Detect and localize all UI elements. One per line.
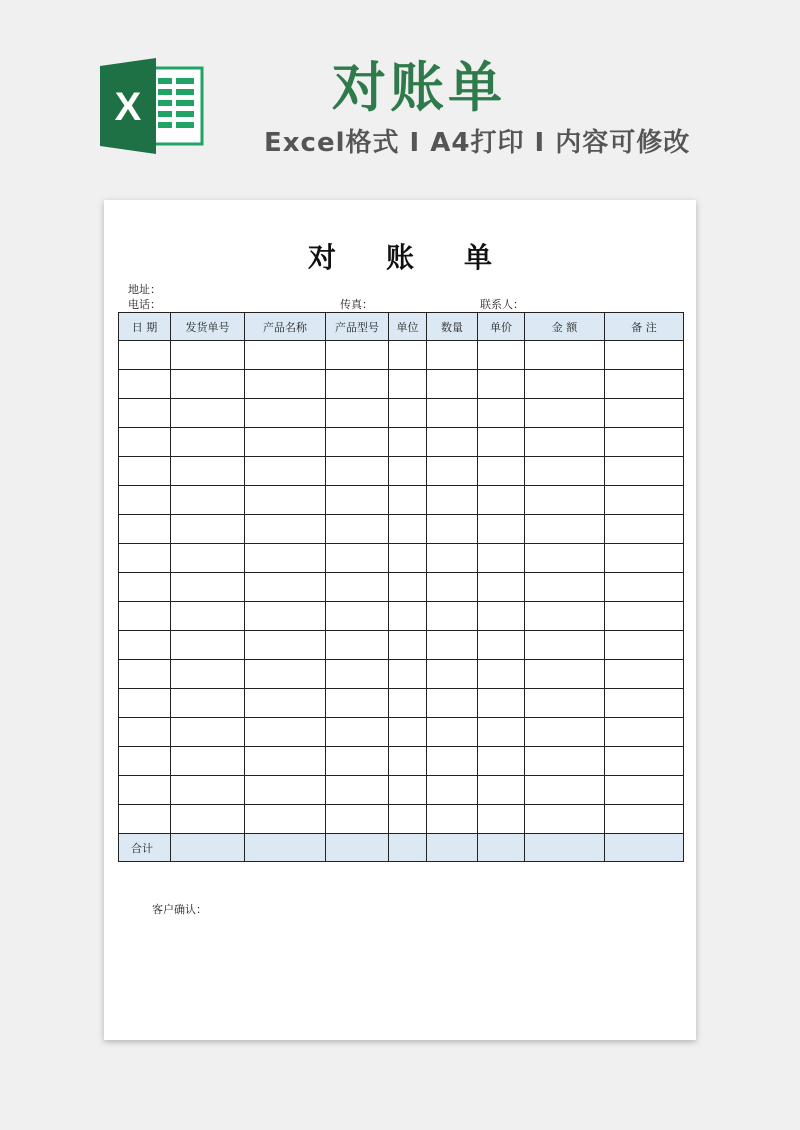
- table-cell[interactable]: [326, 660, 389, 689]
- table-cell[interactable]: [326, 399, 389, 428]
- table-cell[interactable]: [605, 573, 684, 602]
- table-cell[interactable]: [119, 544, 171, 573]
- table-row: [119, 428, 684, 457]
- table-cell[interactable]: [389, 341, 427, 370]
- table-body: [119, 341, 684, 834]
- table-cell[interactable]: [171, 631, 245, 660]
- table-cell[interactable]: [605, 631, 684, 660]
- table-cell[interactable]: [605, 689, 684, 718]
- table-cell[interactable]: [525, 370, 605, 399]
- table-cell[interactable]: [171, 486, 245, 515]
- table-cell[interactable]: [605, 747, 684, 776]
- table-cell[interactable]: [525, 573, 605, 602]
- table-cell[interactable]: [478, 660, 525, 689]
- table-cell[interactable]: [326, 573, 389, 602]
- table-cell[interactable]: [245, 457, 326, 486]
- table-row: [119, 602, 684, 631]
- table-cell[interactable]: [478, 457, 525, 486]
- table-cell[interactable]: [478, 544, 525, 573]
- table-cell[interactable]: [245, 747, 326, 776]
- table-row: [119, 718, 684, 747]
- header-date: 日 期: [119, 313, 171, 341]
- table-cell[interactable]: [605, 805, 684, 834]
- table-cell[interactable]: [171, 718, 245, 747]
- header-product-model: 产品型号: [326, 313, 389, 341]
- table-cell[interactable]: [326, 631, 389, 660]
- table-cell[interactable]: [171, 428, 245, 457]
- table-cell[interactable]: [326, 486, 389, 515]
- table-cell[interactable]: [427, 631, 478, 660]
- table-cell[interactable]: [171, 747, 245, 776]
- table-row: [119, 660, 684, 689]
- table-row: [119, 805, 684, 834]
- table-cell[interactable]: [478, 631, 525, 660]
- table-cell[interactable]: [427, 689, 478, 718]
- table-cell[interactable]: [171, 602, 245, 631]
- table-cell[interactable]: [605, 399, 684, 428]
- table-cell[interactable]: [326, 718, 389, 747]
- table-cell[interactable]: [389, 660, 427, 689]
- table-cell[interactable]: [326, 370, 389, 399]
- table-cell[interactable]: [171, 573, 245, 602]
- table-cell[interactable]: [245, 631, 326, 660]
- table-cell[interactable]: [427, 544, 478, 573]
- table-cell[interactable]: [478, 370, 525, 399]
- table-cell[interactable]: [119, 428, 171, 457]
- total-cell[interactable]: [427, 834, 478, 862]
- table-cell[interactable]: [326, 515, 389, 544]
- table-cell[interactable]: [605, 602, 684, 631]
- table-row: [119, 486, 684, 515]
- table-cell[interactable]: [525, 602, 605, 631]
- table-row: [119, 341, 684, 370]
- table-row: [119, 776, 684, 805]
- table-cell[interactable]: [525, 457, 605, 486]
- table-cell[interactable]: [245, 718, 326, 747]
- table-cell[interactable]: [326, 747, 389, 776]
- table-cell[interactable]: [389, 544, 427, 573]
- table-cell[interactable]: [119, 631, 171, 660]
- table-cell[interactable]: [326, 689, 389, 718]
- table-cell[interactable]: [119, 689, 171, 718]
- total-cell[interactable]: [326, 834, 389, 862]
- header-unit: 单位: [389, 313, 427, 341]
- table-cell[interactable]: [389, 718, 427, 747]
- header-quantity: 数量: [427, 313, 478, 341]
- table-cell[interactable]: [119, 573, 171, 602]
- table-cell[interactable]: [605, 515, 684, 544]
- table-cell[interactable]: [525, 544, 605, 573]
- excel-logo-letter: X: [114, 85, 142, 129]
- table-cell[interactable]: [389, 515, 427, 544]
- total-cell[interactable]: [389, 834, 427, 862]
- document-title: 对账单: [307, 241, 542, 274]
- table-cell[interactable]: [389, 573, 427, 602]
- table-cell[interactable]: [171, 341, 245, 370]
- table-cell[interactable]: [478, 428, 525, 457]
- table-cell[interactable]: [525, 776, 605, 805]
- table-cell[interactable]: [605, 718, 684, 747]
- table-cell[interactable]: [245, 660, 326, 689]
- table-cell[interactable]: [119, 341, 171, 370]
- table-cell[interactable]: [605, 486, 684, 515]
- table-cell[interactable]: [171, 805, 245, 834]
- table-cell[interactable]: [171, 370, 245, 399]
- table-row: [119, 573, 684, 602]
- header-unit-price: 单价: [478, 313, 525, 341]
- total-cell[interactable]: [478, 834, 525, 862]
- table-cell[interactable]: [478, 718, 525, 747]
- table-cell[interactable]: [245, 544, 326, 573]
- table-cell[interactable]: [478, 486, 525, 515]
- table-cell[interactable]: [119, 370, 171, 399]
- table-cell[interactable]: [119, 399, 171, 428]
- table-cell[interactable]: [389, 457, 427, 486]
- table-cell[interactable]: [389, 399, 427, 428]
- table-cell[interactable]: [245, 805, 326, 834]
- table-cell[interactable]: [478, 805, 525, 834]
- table-cell[interactable]: [326, 544, 389, 573]
- table-cell[interactable]: [245, 486, 326, 515]
- table-row: [119, 515, 684, 544]
- table-cell[interactable]: [605, 341, 684, 370]
- table-cell[interactable]: [389, 776, 427, 805]
- table-cell[interactable]: [478, 573, 525, 602]
- table-row: [119, 457, 684, 486]
- table-cell[interactable]: [478, 747, 525, 776]
- total-cell[interactable]: [525, 834, 605, 862]
- table-cell[interactable]: [605, 776, 684, 805]
- table-cell[interactable]: [427, 457, 478, 486]
- table-cell[interactable]: [245, 602, 326, 631]
- table-cell[interactable]: [427, 805, 478, 834]
- header-product-name: 产品名称: [245, 313, 326, 341]
- table-cell[interactable]: [389, 631, 427, 660]
- table-cell[interactable]: [427, 573, 478, 602]
- table-cell[interactable]: [389, 428, 427, 457]
- total-cell[interactable]: [171, 834, 245, 862]
- table-cell[interactable]: [326, 602, 389, 631]
- table-cell[interactable]: [245, 399, 326, 428]
- table-cell[interactable]: [171, 660, 245, 689]
- table-cell[interactable]: [326, 341, 389, 370]
- table-cell[interactable]: [245, 689, 326, 718]
- table-cell[interactable]: [478, 399, 525, 428]
- table-cell[interactable]: [119, 718, 171, 747]
- table-cell[interactable]: [427, 486, 478, 515]
- table-cell[interactable]: [389, 370, 427, 399]
- table-cell[interactable]: [525, 805, 605, 834]
- table-cell[interactable]: [478, 515, 525, 544]
- table-cell[interactable]: [605, 428, 684, 457]
- table-cell[interactable]: [119, 805, 171, 834]
- header-remarks: 备 注: [605, 313, 684, 341]
- contact-label: 联系人：: [480, 298, 524, 311]
- fax-label: 传真：: [340, 298, 373, 311]
- total-row: [119, 834, 684, 862]
- table-cell[interactable]: [119, 602, 171, 631]
- table-cell[interactable]: [427, 428, 478, 457]
- table-cell[interactable]: [525, 486, 605, 515]
- table-cell[interactable]: [326, 457, 389, 486]
- table-cell[interactable]: [427, 399, 478, 428]
- table-cell[interactable]: [389, 689, 427, 718]
- banner-title: 对账单: [332, 56, 506, 119]
- banner-subtitle: Excel格式 I A4打印 I 内容可修改: [264, 128, 691, 158]
- table-cell[interactable]: [478, 341, 525, 370]
- table-cell[interactable]: [389, 486, 427, 515]
- table-cell[interactable]: [605, 457, 684, 486]
- document-sheet: [104, 200, 696, 1040]
- table-cell[interactable]: [171, 399, 245, 428]
- table-cell[interactable]: [525, 631, 605, 660]
- table-cell[interactable]: [525, 718, 605, 747]
- table-cell[interactable]: [119, 515, 171, 544]
- table-cell[interactable]: [427, 602, 478, 631]
- table-cell[interactable]: [525, 660, 605, 689]
- table-row: [119, 747, 684, 776]
- table-cell[interactable]: [478, 689, 525, 718]
- table-cell[interactable]: [171, 457, 245, 486]
- banner: [0, 0, 800, 200]
- table-cell[interactable]: [478, 776, 525, 805]
- table-cell[interactable]: [525, 341, 605, 370]
- table-cell[interactable]: [326, 776, 389, 805]
- table-cell[interactable]: [389, 602, 427, 631]
- total-cell[interactable]: [605, 834, 684, 862]
- table-cell[interactable]: [119, 747, 171, 776]
- table-cell[interactable]: [171, 544, 245, 573]
- phone-label: 电话：: [128, 298, 161, 311]
- header-delivery-no: 发货单号: [171, 313, 245, 341]
- table-cell[interactable]: [119, 776, 171, 805]
- table-cell[interactable]: [171, 515, 245, 544]
- table-cell[interactable]: [427, 747, 478, 776]
- table-cell[interactable]: [427, 341, 478, 370]
- table-cell[interactable]: [427, 660, 478, 689]
- table-cell[interactable]: [525, 515, 605, 544]
- table-cell[interactable]: [605, 660, 684, 689]
- table-cell[interactable]: [245, 370, 326, 399]
- table-cell[interactable]: [245, 341, 326, 370]
- excel-logo-icon: [100, 58, 206, 154]
- table-cell[interactable]: [525, 428, 605, 457]
- table-cell[interactable]: [171, 776, 245, 805]
- table-cell[interactable]: [389, 747, 427, 776]
- table-cell[interactable]: [427, 370, 478, 399]
- table-cell[interactable]: [245, 515, 326, 544]
- address-label: 地址：: [128, 283, 161, 296]
- table-cell[interactable]: [605, 544, 684, 573]
- table-cell[interactable]: [525, 747, 605, 776]
- table-cell[interactable]: [605, 370, 684, 399]
- table-cell[interactable]: [171, 689, 245, 718]
- total-cell[interactable]: [245, 834, 326, 862]
- table-cell[interactable]: [525, 399, 605, 428]
- table-row: [119, 689, 684, 718]
- table-cell[interactable]: [427, 718, 478, 747]
- table-cell[interactable]: [478, 602, 525, 631]
- table-cell[interactable]: [427, 515, 478, 544]
- table-cell[interactable]: [245, 776, 326, 805]
- table-cell[interactable]: [427, 776, 478, 805]
- table-cell[interactable]: [119, 457, 171, 486]
- table-cell[interactable]: [245, 428, 326, 457]
- table-cell[interactable]: [119, 486, 171, 515]
- table-row: [119, 399, 684, 428]
- header-amount: 金 额: [525, 313, 605, 341]
- table-row: [119, 544, 684, 573]
- table-row: [119, 631, 684, 660]
- table-cell[interactable]: [326, 428, 389, 457]
- table-cell[interactable]: [119, 660, 171, 689]
- total-label: 合计: [119, 834, 171, 862]
- table-cell[interactable]: [245, 573, 326, 602]
- table-header-row: [119, 313, 684, 341]
- statement-table: [118, 312, 684, 862]
- customer-confirm-label: 客户确认：: [152, 903, 207, 916]
- table-row: [119, 370, 684, 399]
- table-cell[interactable]: [326, 805, 389, 834]
- table-cell[interactable]: [389, 805, 427, 834]
- table-cell[interactable]: [525, 689, 605, 718]
